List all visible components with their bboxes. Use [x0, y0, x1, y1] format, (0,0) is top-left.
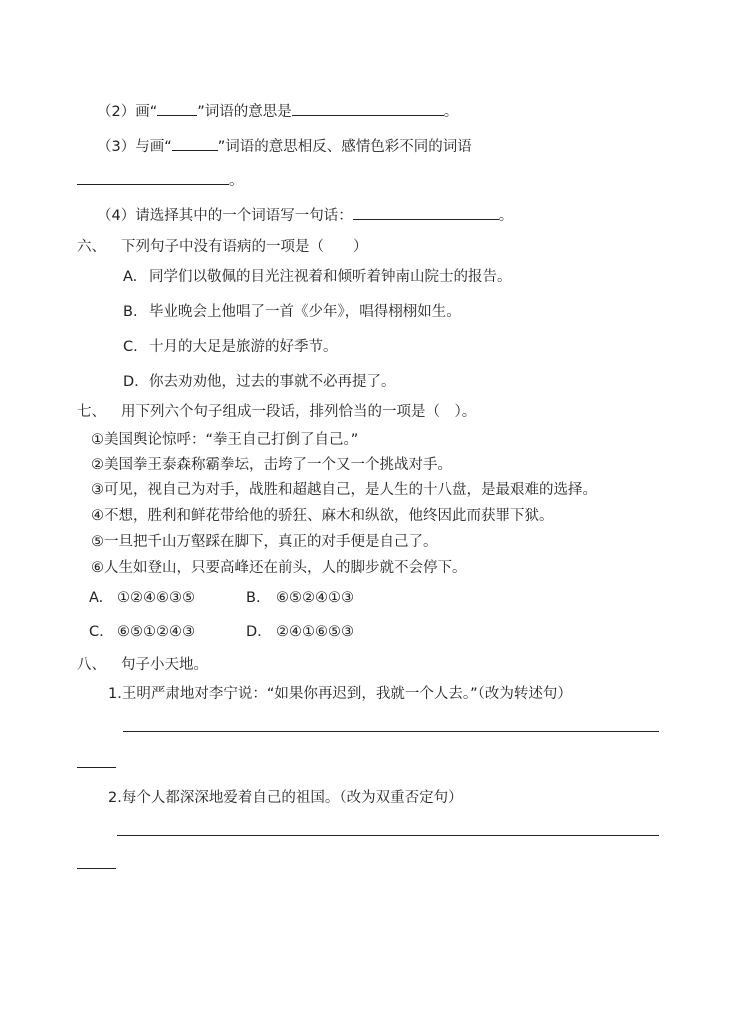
q7-option-b[interactable] [246, 588, 354, 608]
q5-item4-text: 请选择其中的一个词语写一句话： [135, 208, 353, 224]
q5-item4-answer-blank[interactable] [353, 205, 499, 220]
q8-item-2-answer-line[interactable] [117, 835, 659, 836]
q7-option-d-letter: D. [246, 624, 262, 640]
q7-option-c[interactable] [89, 622, 195, 642]
q8-number: 八、 [77, 657, 106, 673]
q5-item3-end: 。 [229, 173, 244, 189]
q5-item4 [97, 205, 513, 226]
q7-prompt: 用下列六个句子组成一段话，排列恰当的一项是（ ）。 [121, 404, 477, 420]
q6-prompt: 下列句子中没有语病的一项是（ ） [121, 239, 368, 255]
q7-sentence-4: ④不想，胜利和鲜花带给他的骄狂、麻木和纵欲，他终因此而获罪下狱。 [91, 508, 554, 524]
q7-option-c-letter: C. [89, 624, 104, 640]
q6-number: 六、 [77, 239, 106, 255]
q5-item2 [97, 101, 458, 122]
q7-option-b-text: ⑥⑤②④①③ [276, 590, 354, 606]
q7-option-a-letter: A. [89, 590, 104, 606]
q5-item3-pre: 与画“ [135, 139, 172, 155]
q7-option-b-letter: B. [246, 590, 261, 606]
q6-option-a-letter: A. [123, 269, 138, 285]
q7-number: 七、 [77, 404, 106, 420]
q6-option-a-text: 同学们以敬佩的目光注视着和倾听着钟南山院士的报告。 [149, 269, 512, 285]
q7-option-d-text: ②④①⑥⑤③ [276, 624, 354, 640]
q5-item3-number: （3） [97, 139, 136, 155]
q5-item3-answer-blank[interactable] [77, 170, 229, 185]
q5-item2-answer-blank[interactable] [292, 101, 444, 116]
q5-item2-end: 。 [443, 104, 459, 120]
q6-option-d-text: 你去劝劝他，过去的事就不必再提了。 [149, 374, 396, 390]
q8-item-1-answer-line[interactable] [123, 731, 659, 732]
q5-item3 [97, 136, 472, 157]
q7-option-a-text: ①②④⑥③⑤ [117, 590, 195, 606]
q5-item3-word-blank[interactable] [172, 136, 218, 151]
q6-header [77, 237, 368, 257]
q6-option-c[interactable] [123, 337, 338, 357]
q8-item-2-answer-line-end[interactable] [77, 868, 116, 869]
q5-item2-pre: 画“ [135, 104, 158, 120]
q7-header [77, 402, 476, 422]
q7-sentence-1: ①美国舆论惊呼：“拳王自己打倒了自己。” [91, 432, 359, 448]
q6-option-b[interactable] [123, 302, 461, 322]
q7-sentence-6: ⑥人生如登山，只要高峰还在前头，人的脚步就不会停下。 [91, 560, 467, 576]
q7-sentence-5: ⑤一旦把千山万壑踩在脚下，真正的对手便是自己了。 [91, 534, 438, 550]
q6-option-b-letter: B. [123, 304, 138, 320]
q7-option-a[interactable] [89, 588, 195, 608]
q6-option-c-letter: C. [123, 339, 138, 355]
q8-item-1: 1.王明严肃地对李宁说：“如果你再迟到，我就一个人去。”（改为转述句） [108, 686, 572, 702]
q6-option-b-text: 毕业晚会上他唱了一首《少年》，唱得栩栩如生。 [149, 304, 461, 320]
q5-item4-number: （4） [97, 208, 136, 224]
q8-item-1-answer-line-end[interactable] [77, 767, 116, 768]
q8-header [77, 655, 208, 675]
q8-prompt: 句子小天地。 [121, 657, 208, 673]
q5-item2-word-blank[interactable] [157, 101, 197, 116]
q7-option-c-text: ⑥⑤①②④③ [117, 624, 195, 640]
q7-option-d[interactable] [246, 622, 354, 642]
q5-item3-answer-line [77, 170, 244, 191]
q6-option-d-letter: D. [123, 374, 139, 390]
q5-item3-post: ”词语的意思相反、感情色彩不同的词语 [217, 139, 472, 155]
q6-option-a[interactable] [123, 267, 512, 287]
q6-option-d[interactable] [123, 372, 396, 392]
q7-sentence-3: ③可见，视自己为对手，战胜和超越自己，是人生的十八盘，是最艰难的选择。 [91, 482, 597, 498]
q5-item2-number: （2） [97, 104, 136, 120]
q6-option-c-text: 十月的大足是旅游的好季节。 [149, 339, 338, 355]
q7-sentence-2: ②美国拳王泰森称霸拳坛，击垮了一个又一个挑战对手。 [91, 457, 452, 473]
q5-item4-end: 。 [498, 208, 514, 224]
q5-item2-post: ”词语的意思是 [197, 104, 292, 120]
q8-item-2: 2.每个人都深深地爱着自己的祖国。（改为双重否定句） [108, 790, 463, 806]
